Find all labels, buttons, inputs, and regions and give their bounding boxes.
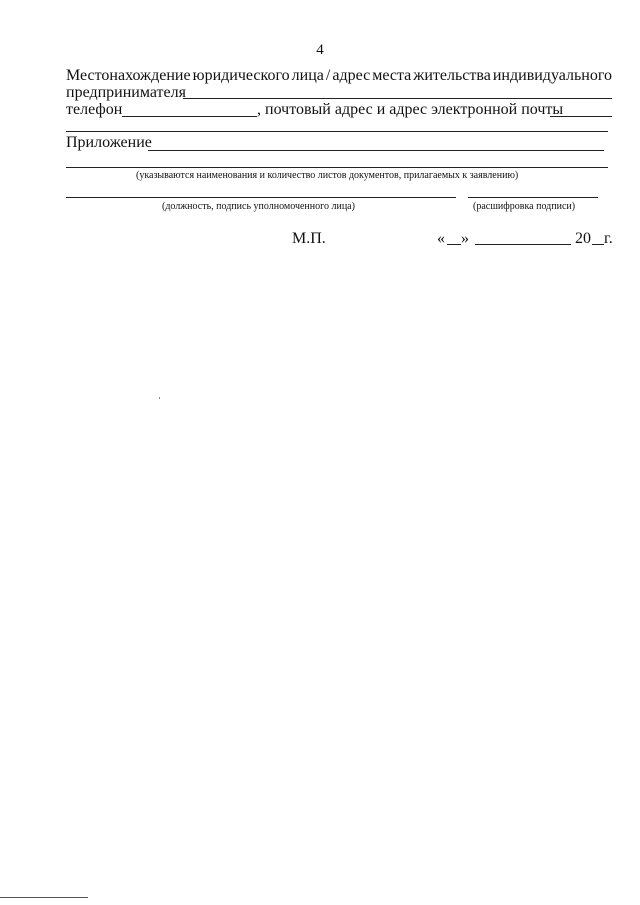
location-word: Местонахождение bbox=[66, 67, 191, 84]
postal-email-continuation-line[interactable] bbox=[66, 131, 608, 132]
date-day-line[interactable] bbox=[447, 244, 461, 245]
location-input-line[interactable] bbox=[183, 98, 612, 99]
signature-decoding-caption: (расшифровка подписи) bbox=[473, 201, 576, 212]
stamp-label: М.П. bbox=[292, 230, 326, 247]
attachment-input-line[interactable] bbox=[148, 150, 604, 151]
attachment-continuation-line[interactable] bbox=[66, 167, 608, 168]
phone-label: телефон bbox=[66, 101, 123, 118]
location-word: места bbox=[372, 67, 412, 84]
page-number: 4 bbox=[316, 42, 324, 58]
location-word: лица bbox=[291, 67, 324, 84]
date-year-line[interactable] bbox=[592, 244, 604, 245]
attachment-caption: (указываются наименования и количество листов документов, прилагаемых к заявлению) bbox=[136, 170, 519, 181]
scan-speck bbox=[159, 397, 160, 399]
date-open-quote: « bbox=[437, 230, 445, 247]
location-word: жительства bbox=[413, 67, 491, 84]
location-label-row bbox=[66, 67, 612, 85]
signature-decoding-line[interactable] bbox=[468, 197, 598, 198]
footnote-rule bbox=[0, 897, 88, 898]
location-word: юридического bbox=[192, 67, 290, 84]
location-word: индивидуального bbox=[492, 67, 612, 84]
entrepreneur-label: предпринимателя bbox=[66, 84, 186, 101]
attachment-label: Приложение bbox=[66, 134, 152, 151]
postal-email-label: , почтовый адрес и адрес электронной почты bbox=[257, 101, 564, 118]
date-close-quote: » bbox=[461, 230, 469, 247]
position-signature-line[interactable] bbox=[66, 197, 456, 198]
location-word: адрес bbox=[332, 67, 371, 84]
year-suffix: г. bbox=[604, 230, 613, 247]
phone-input-line[interactable] bbox=[122, 116, 257, 117]
position-signature-caption: (должность, подпись уполномоченного лица) bbox=[162, 201, 355, 212]
year-prefix: 20 bbox=[575, 230, 591, 247]
location-word: / bbox=[325, 67, 331, 84]
date-month-line[interactable] bbox=[475, 244, 571, 245]
postal-email-input-line[interactable] bbox=[550, 116, 612, 117]
